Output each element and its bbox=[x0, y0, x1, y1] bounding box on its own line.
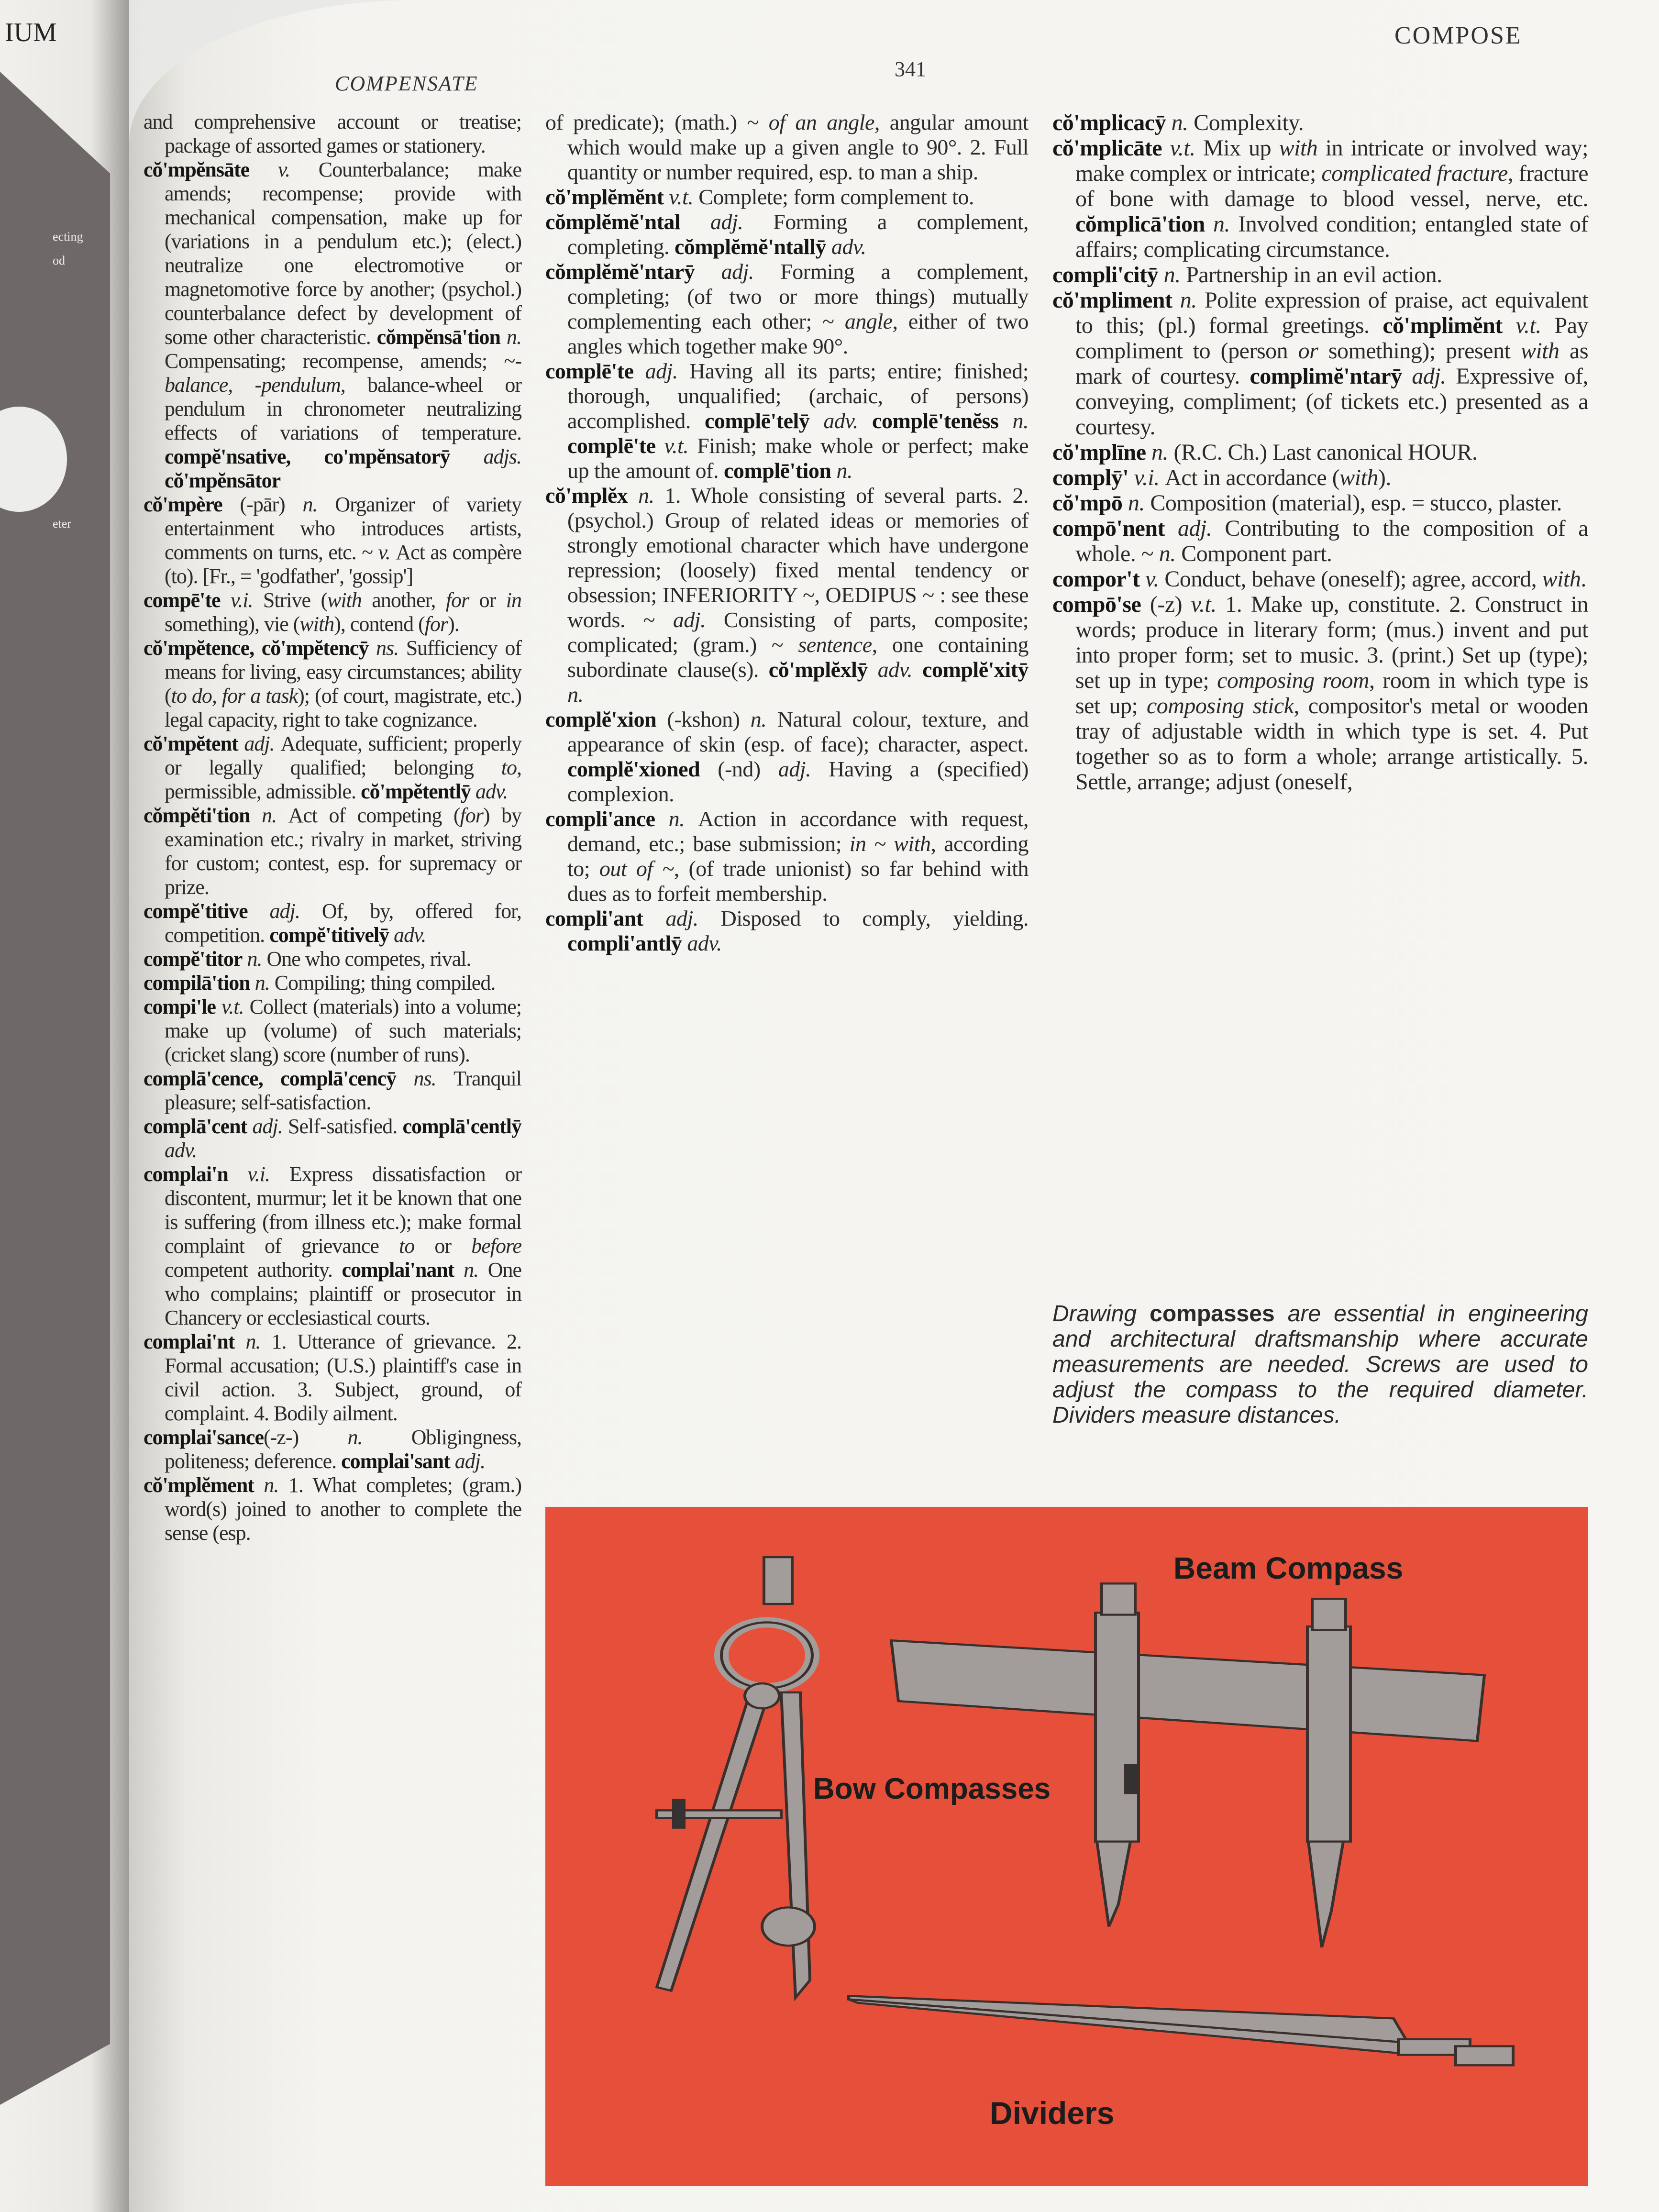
grammar-label: adj. bbox=[695, 259, 781, 284]
definition-text: Having a (specified) complexion. bbox=[567, 757, 1029, 806]
grammar-label: adj. bbox=[450, 1449, 485, 1473]
definition-text: Tranquil pleasure; self-satisfaction. bbox=[165, 1067, 521, 1114]
grammar-label: n. bbox=[1172, 288, 1205, 313]
headword: cŏ'mplīne bbox=[1052, 440, 1146, 465]
grammar-label: adj. bbox=[247, 1115, 288, 1138]
headword: complȳ' bbox=[1052, 465, 1129, 490]
definition-text: Expressive of, conveying, compliment; (of tickets etc.) presented as a courtesy. bbox=[1075, 364, 1589, 440]
bow-handle bbox=[764, 1557, 792, 1604]
headword: complē'telȳ bbox=[705, 409, 810, 433]
definition-text: (-z) bbox=[1141, 592, 1191, 617]
definition-text: Strive ( bbox=[263, 588, 328, 612]
definition-text: Conduct, behave (oneself); agree, accord, bbox=[1164, 566, 1542, 592]
grammar-label: in ~ with bbox=[849, 831, 931, 856]
caption-text: are essential in engineering and architectural draftsmanship where accurate measurements are needed. Screws are used to adjust the compass to the required diameter. Dividers measure distances. bbox=[1052, 1301, 1588, 1428]
grammar-label: n. bbox=[1146, 440, 1174, 465]
definition-text: of predicate); (math.) ~ bbox=[545, 110, 769, 134]
definition-text: Express dissatisfaction or discontent, murmur; let it be known that one is suffering (from illness etc.); make formal complaint of grievance bbox=[165, 1162, 521, 1258]
headword: complĕ'xitȳ bbox=[922, 657, 1029, 682]
grammar-label: adj. bbox=[680, 210, 774, 234]
grammar-label: composing room bbox=[1217, 668, 1370, 693]
dividers-label: Dividers bbox=[990, 2095, 1115, 2131]
headword: compi'le bbox=[144, 995, 216, 1018]
definition-text: 1. Utterance of grievance. 2. Formal accusation; (U.S.) plaintiff's case in civil action. 3. Subject, ground, of complaint. 4. Bodily ailment. bbox=[165, 1330, 521, 1425]
definition-text: Of, by, offered for, competition. bbox=[165, 899, 521, 947]
grammar-label: or bbox=[1298, 338, 1318, 364]
headword: cŏmplĕmĕ'ntallȳ bbox=[674, 234, 826, 259]
headword: cŏ'mplicacȳ bbox=[1052, 110, 1166, 135]
grammar-label: for bbox=[445, 588, 469, 612]
definition-text: Natural colour, texture, and appearance of skin (esp. of face); character, aspect. bbox=[567, 707, 1029, 756]
grammar-label: n. bbox=[655, 807, 698, 831]
definition-text: Compensating; recompense, amends; ~- bbox=[165, 349, 521, 373]
definition-text: Polite expression of praise, act equivalent to this; (pl.) formal greetings. bbox=[1075, 288, 1589, 338]
headword: cŏ'mpère bbox=[144, 493, 222, 516]
caption-keyword: compasses bbox=[1150, 1301, 1275, 1327]
grammar-label: n. bbox=[254, 1473, 288, 1497]
definition-text: Having all its parts; entire; finished; thorough, unqualified; (archaic, of persons) accomplished. bbox=[567, 359, 1029, 433]
headword: cŏ'mplicāte bbox=[1052, 135, 1162, 161]
headword: compĕ'nsative, co'mpĕnsatorȳ bbox=[165, 445, 450, 468]
definition-text: , fracture of bone with damage to blood vessel, nerve, etc. bbox=[1075, 161, 1588, 211]
definition-text: Composition (material), esp. = stucco, plaster. bbox=[1150, 490, 1562, 516]
definition-text: Action in accordance with request, demand, etc.; base submission; bbox=[567, 807, 1029, 856]
headword: complĕ'xion bbox=[545, 707, 657, 731]
headword: compli'antlȳ bbox=[567, 931, 682, 955]
grammar-label: n. bbox=[567, 682, 584, 707]
definition-text: , according to; bbox=[567, 831, 1029, 881]
grammar-label: n. bbox=[1159, 541, 1182, 566]
headword: cŏmpĕti'tion bbox=[144, 804, 250, 827]
definition-text: something), vie ( bbox=[165, 612, 300, 636]
definition-text: Collect (materials) into a volume; make up (volume) of such materials; (cricket slang) score (number of runs). bbox=[165, 995, 521, 1066]
grammar-label: v.t. bbox=[655, 433, 697, 458]
definition-text: One who competes, rival. bbox=[266, 947, 471, 971]
grammar-label: with bbox=[327, 588, 362, 612]
definition-text: Forming a complement, completing. bbox=[567, 210, 1029, 259]
definition-text: (R.C. Ch.) Last canonical HOUR. bbox=[1173, 440, 1478, 465]
definition-text: 1. Make up, constitute. 2. Construct in words; produce in literary form; (mus.) invent and put into proper form; set to music. 3. (print.) Set up (type); set up in type; bbox=[1075, 592, 1588, 693]
headword: complai'sance bbox=[144, 1426, 264, 1449]
grammar-label: adv. bbox=[826, 234, 866, 259]
bow-compasses-label: Bow Compasses bbox=[813, 1772, 1051, 1805]
grammar-label: ns. bbox=[396, 1067, 454, 1090]
grammar-label: v.t. bbox=[215, 995, 250, 1018]
definition-text: ). bbox=[1378, 465, 1391, 490]
definition-text: . bbox=[1581, 566, 1586, 592]
headword: compor't bbox=[1052, 566, 1140, 592]
grammar-label: v.t. bbox=[664, 185, 699, 209]
grammar-label: n. bbox=[831, 458, 852, 483]
grammar-label: n. bbox=[500, 325, 521, 349]
definition-text: , permissible, admissible. bbox=[165, 756, 521, 803]
definition-text: 1. Whole consisting of several parts. 2. (psychol.) Group of related ideas or memories of strongly emotional character which have undergone repression; (loosely) fixed mental tendency or obsession; INFERIORITY ~, OEDIPUS ~ : see these words. ~ bbox=[567, 483, 1029, 632]
grammar-label: to do, for a task bbox=[171, 684, 298, 708]
definition-text: Act in accordance ( bbox=[1165, 465, 1340, 490]
grammar-label: v. bbox=[378, 541, 396, 564]
grammar-label: n. bbox=[250, 971, 275, 995]
definition-text: (-z-) bbox=[263, 1426, 348, 1449]
beam-trammel-1 bbox=[1095, 1613, 1139, 1842]
definition-text: Contributing to the composition of a whole. ~ bbox=[1075, 516, 1588, 566]
left-running-head: COMPENSATE bbox=[335, 72, 478, 95]
grammar-label: n. bbox=[750, 707, 777, 731]
definition-text: or bbox=[469, 588, 506, 612]
definition-text: , one containing subordinate clause(s). bbox=[567, 632, 1029, 682]
headword: compĕ'titive bbox=[144, 899, 248, 923]
definition-text: Disposed to comply, yielding. bbox=[720, 906, 1029, 930]
headword: complē'tion bbox=[724, 458, 831, 483]
headword: complai'nant bbox=[342, 1258, 454, 1282]
headword: compĕ'titor bbox=[144, 947, 243, 971]
previous-fragment: ecting bbox=[53, 230, 83, 243]
headword: compli'ant bbox=[545, 906, 643, 930]
definition-text: something); present bbox=[1318, 338, 1521, 364]
grammar-label: adj. bbox=[238, 732, 281, 755]
definition-text: Finish; make whole or perfect; make up the amount of. bbox=[567, 433, 1029, 483]
grammar-label: with bbox=[299, 612, 334, 636]
adjust-screw bbox=[1126, 1765, 1136, 1793]
definition-text: Forming a complement, completing; (of two or more things) mutually complementing each other; ~ bbox=[567, 259, 1029, 333]
previous-fragment: eter bbox=[53, 517, 71, 531]
headword: complā'cence, complā'cencȳ bbox=[144, 1067, 397, 1090]
definition-text: (-kshon) bbox=[656, 707, 751, 731]
grammar-label: balance, -pendulum, bbox=[165, 373, 345, 397]
grammar-label: with bbox=[1339, 465, 1378, 490]
definition-text: , (of trade unionist) so far behind with dues as to forfeit membership. bbox=[567, 856, 1029, 906]
grammar-label: n. bbox=[302, 493, 335, 516]
grammar-label: angle bbox=[844, 309, 893, 333]
divider-handle bbox=[1456, 2046, 1513, 2065]
headword: complā'centlȳ bbox=[402, 1115, 521, 1138]
page-number: 341 bbox=[895, 57, 926, 81]
grammar-label: with bbox=[1279, 135, 1318, 161]
definition-text: , angular amount which would make up a given angle to 90°. 2. Full quantity or number required, esp. to man a ship. bbox=[567, 110, 1029, 184]
grammar-label: to bbox=[399, 1234, 415, 1258]
bow-wheel bbox=[762, 1907, 815, 1946]
grammar-label: v. bbox=[249, 158, 319, 181]
definition-text: Self-satisfied. bbox=[288, 1115, 403, 1138]
grammar-label: complicated fracture bbox=[1321, 161, 1508, 186]
grammar-label: adv. bbox=[867, 657, 923, 682]
grammar-label: adv. bbox=[471, 780, 508, 803]
definition-text: ) by examination etc.; rivalry in market, striving for custom; contest, esp. for supremacy or prize. bbox=[165, 804, 521, 899]
grammar-label: with bbox=[1520, 338, 1559, 364]
definition-text: ). bbox=[448, 612, 459, 636]
headword: compō'nent bbox=[1052, 516, 1165, 541]
beam-trammel-2 bbox=[1307, 1626, 1350, 1842]
grammar-label: in bbox=[506, 588, 521, 612]
grammar-label: adjs. bbox=[450, 445, 521, 468]
grammar-label: for bbox=[424, 612, 448, 636]
headword: cŏ'mpĕtent bbox=[144, 732, 238, 755]
grammar-label: out of ~ bbox=[599, 856, 674, 881]
beam-compass-label: Beam Compass bbox=[1173, 1551, 1404, 1585]
headword: complē'tenĕss bbox=[872, 409, 999, 433]
grammar-label: adv. bbox=[682, 931, 722, 955]
grammar-label: v.t. bbox=[1502, 313, 1555, 338]
grammar-label: adv. bbox=[165, 1139, 197, 1162]
screw-wheel-left bbox=[674, 1800, 684, 1828]
definition-text: (-nd) bbox=[700, 757, 778, 781]
grammar-label: v.i. bbox=[220, 588, 263, 612]
headword: compli'ance bbox=[545, 807, 655, 831]
grammar-label: n. bbox=[1158, 262, 1186, 288]
definition-text: , either of two angles which together make 90°. bbox=[567, 309, 1029, 358]
previous-running-head: IUM bbox=[5, 18, 57, 47]
definition-text: Pay compliment to (person bbox=[1075, 313, 1589, 364]
grammar-label: adj. bbox=[247, 899, 322, 923]
grammar-label: n. bbox=[250, 804, 288, 827]
trammel-head-1 bbox=[1102, 1583, 1135, 1615]
grammar-label: n. bbox=[628, 483, 665, 508]
grammar-label: v.i. bbox=[228, 1162, 289, 1186]
headword: complimĕ'ntarȳ bbox=[1250, 364, 1402, 389]
definition-text: ), contend ( bbox=[334, 612, 425, 636]
headword: complai'nt bbox=[144, 1330, 235, 1353]
headword: compē'te bbox=[144, 588, 221, 612]
grammar-label: v. bbox=[1139, 566, 1165, 592]
definition-text: Act of competing ( bbox=[288, 804, 460, 827]
right-running-head: COMPOSE bbox=[1394, 22, 1522, 49]
definition-text: or bbox=[414, 1234, 472, 1258]
grammar-label: v.i. bbox=[1128, 465, 1165, 490]
grammar-label: n. bbox=[347, 1426, 411, 1449]
definition-text: Sufficiency of means for living, easy circumstances; ability ( bbox=[165, 636, 521, 708]
grammar-label: adj. bbox=[1402, 364, 1456, 389]
grammar-label: n. bbox=[1205, 211, 1239, 237]
headword: complĕ'xioned bbox=[567, 757, 700, 781]
definition-text: balance-wheel or pendulum in chronometer neutralizing effects of variations of temperature. bbox=[165, 373, 521, 444]
definition-text: Mix up bbox=[1203, 135, 1279, 161]
definition-text: , compositor's metal or wooden tray of adjustable width in which type is set. 4. Put together so as to form a whole; arrange artistically. 5. Settle, arrange; adjust (oneself, bbox=[1075, 693, 1589, 795]
headword: complā'cent bbox=[144, 1115, 247, 1138]
grammar-label: adv. bbox=[389, 923, 426, 947]
headword: cŏ'mplimĕnt bbox=[1382, 313, 1503, 338]
headword: cŏ'mpĕtence, cŏ'mpĕtencȳ bbox=[144, 636, 369, 660]
definition-text: Complete; form complement to. bbox=[698, 185, 974, 209]
trammel-head-2 bbox=[1312, 1599, 1346, 1630]
grammar-label: adj. bbox=[643, 906, 721, 930]
definition-text: Involved condition; entangled state of affairs; complicating circumstance. bbox=[1075, 211, 1589, 262]
grammar-label: n. bbox=[1166, 110, 1194, 135]
definition-text: Adequate, sufficient; properly or legally qualified; belonging bbox=[165, 732, 521, 779]
definition-text: Act as compère (to). [Fr., = 'godfather', 'gossip'] bbox=[165, 541, 521, 588]
headword: cŏmpĕnsā'tion bbox=[376, 325, 501, 349]
definition-text: One who complains; plaintiff or prosecutor in Chancery or ecclesiastical courts. bbox=[165, 1258, 521, 1329]
definition-text: Organizer of variety entertainment who introduces artists, comments on turns, etc. ~ bbox=[165, 493, 522, 564]
grammar-label: adj. bbox=[1165, 516, 1225, 541]
headword: cŏ'mplĕmĕnt bbox=[545, 185, 664, 209]
grammar-label: before bbox=[471, 1234, 522, 1258]
headword: cŏmplĕmĕ'ntal bbox=[545, 210, 681, 234]
headword: cŏ'mpĕtentlȳ bbox=[361, 780, 471, 803]
grammar-label: adj. bbox=[778, 757, 829, 781]
headword: cŏ'mpĕnsāte bbox=[144, 158, 250, 181]
grammar-label: for bbox=[460, 804, 483, 827]
definition-text: competent authority. bbox=[165, 1258, 342, 1282]
headword: complai'n bbox=[144, 1162, 228, 1186]
headword: compli'citȳ bbox=[1052, 262, 1159, 288]
grammar-label: to bbox=[501, 756, 517, 779]
headword: cŏmplicā'tion bbox=[1075, 211, 1205, 237]
grammar-label: adj. bbox=[673, 608, 724, 632]
grammar-label: n. bbox=[234, 1330, 272, 1353]
headword: cŏ'mplĕx bbox=[545, 483, 628, 508]
previous-fragment: od bbox=[53, 254, 65, 267]
definition-text: Complexity. bbox=[1194, 110, 1304, 135]
headword: compĕ'titivelȳ bbox=[269, 923, 389, 947]
definition-text: Counterbalance; make amends; recompense; provide with mechanical compensation, make up for (variations in a pendulum etc.); (elect.) neutralize one electromotive or magnetomotive force by another; (psychol.) counterbalance defect by development of some other characteristic. bbox=[165, 158, 521, 349]
headword: cŏ'mpĕnsātor bbox=[165, 469, 281, 492]
definition-text: Obligingness, politeness; deference. bbox=[165, 1426, 522, 1473]
grammar-label: adj. bbox=[633, 359, 689, 383]
bow-hinge bbox=[745, 1683, 779, 1708]
grammar-label: n. bbox=[1122, 490, 1150, 516]
definition-text: Partnership in an evil action. bbox=[1186, 262, 1442, 288]
grammar-label: adv. bbox=[809, 409, 873, 433]
headword: cŏ'mpliment bbox=[1052, 288, 1172, 313]
definition-text: another, bbox=[361, 588, 446, 612]
headword: cŏ'mplĕxlȳ bbox=[768, 657, 868, 682]
grammar-label: n. bbox=[242, 947, 267, 971]
headword: cŏmplĕmĕ'ntarȳ bbox=[545, 259, 695, 284]
grammar-label: n. bbox=[998, 409, 1029, 433]
definition-text: ); (of court, magistrate, etc.) legal capacity, right to take cognizance. bbox=[165, 684, 521, 731]
headword: complē'te bbox=[567, 433, 656, 458]
caption-text: Drawing bbox=[1052, 1301, 1150, 1327]
headword: complai'sant bbox=[341, 1449, 450, 1473]
grammar-label: ns. bbox=[368, 636, 406, 660]
grammar-label: sentence bbox=[798, 632, 872, 657]
grammar-label: composing stick bbox=[1146, 693, 1294, 719]
definition-text: 1. What completes; (gram.) word(s) joined to another to complete the sense (esp. bbox=[165, 1473, 522, 1545]
definition-text: as mark of courtesy. bbox=[1075, 338, 1589, 389]
definition-text: Component part. bbox=[1181, 541, 1332, 566]
headword: compilā'tion bbox=[144, 971, 250, 995]
grammar-label: v.t. bbox=[1191, 592, 1226, 617]
grammar-label: n. bbox=[454, 1258, 488, 1282]
headword: cŏ'mpō bbox=[1052, 490, 1123, 516]
headword: compō'se bbox=[1052, 592, 1141, 617]
definition-text: , room in which type is set up; bbox=[1075, 668, 1588, 719]
definition-text: (-pār) bbox=[222, 493, 303, 516]
definition-text: in intricate or involved way; make complex or intricate; bbox=[1075, 135, 1589, 186]
grammar-label: with bbox=[1542, 566, 1581, 592]
definition-text: and comprehensive account or treatise; package of assorted games or stationery. bbox=[144, 110, 521, 157]
definition-text: Consisting of parts, composite; complicated; (gram.) ~ bbox=[567, 608, 1029, 657]
grammar-label: v.t. bbox=[1162, 135, 1204, 161]
headword: complē'te bbox=[545, 359, 634, 383]
definition-text: Compiling; thing compiled. bbox=[274, 971, 496, 995]
headword: cŏ'mplĕment bbox=[144, 1473, 254, 1497]
grammar-label: of an angle bbox=[768, 110, 874, 134]
